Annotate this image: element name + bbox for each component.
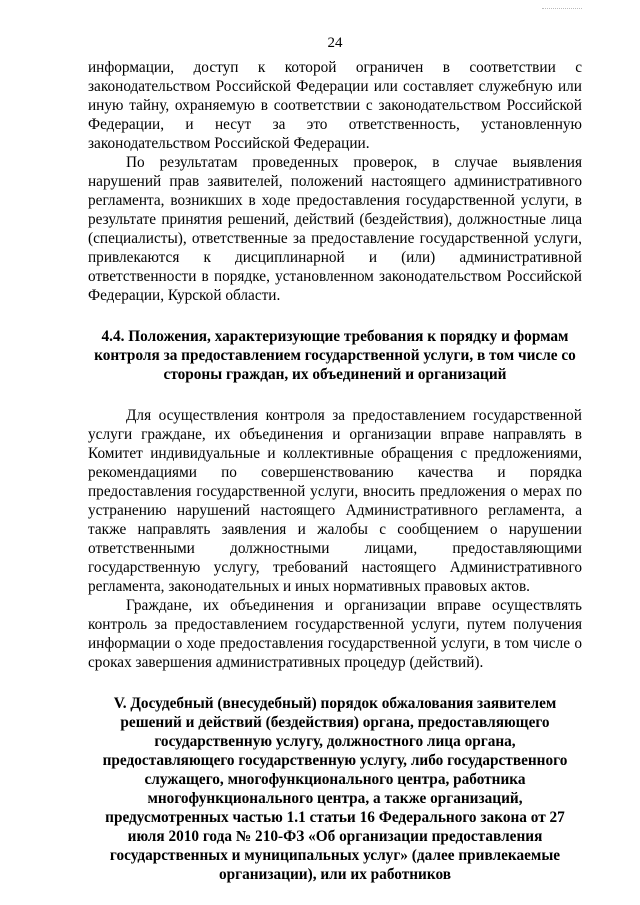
paragraph-violations-responsibility: По результатам проведенных проверок, в случае выявления нарушений прав заявителей, положений настоящего административного регламента, возникших в ходе предоставления государственной услуги, в результате принятия решений, действий (бездействия), должностные лица (специалисты), ответственные за предоставление государственной услуги, привлекаются к дисциплинарной и (или) административной ответственности в порядке, установленном законодательством Российской Федерации, Курской области. (88, 154, 582, 304)
page-number: 24 (327, 35, 343, 51)
paragraph-continuation: информации, доступ к которой ограничен в соответствии с законодательством Российской Федерации или составляет служебную или иную тайну, охраняемую в соответствии с законодательством Российской Федерации, и несут за это ответственность, установленную законодательством Российской Федерации. (88, 59, 582, 152)
paragraph-citizen-control: Для осуществления контроля за предоставлением государственной услуги граждане, их объединения и организации вправе направлять в Комитет индивидуальные и коллективные обращения с предложениями, рекомендациями по совершенствованию качества и порядка предоставления государственной услуги, вносить предложения о мерах по устранению нарушений настоящего Административного регламента, а также направлять заявления и жалобы с сообщением о нарушении ответственными должностными лицами, предоставляющими государственную услугу, требований настоящего Административного регламента, законодательных и иных нормативных правовых актов. (88, 407, 582, 595)
section-heading-4-4: 4.4. Положения, характеризующие требования к порядку и формам контроля за предоставлением государственной услуги, в том числе со стороны граждан, их объединений и организаций (94, 328, 576, 383)
section-heading-v: V. Досудебный (внесудебный) порядок обжалования заявителем решений и действий (бездействия) органа, предоставляющего государственную услугу, должностного лица органа, предоставляющего государственную услугу, либо государственного служащего, многофункционального центра, работника многофункционального центра, а также организаций, предусмотренных частью 1.1 статьи 16 Федерального закона от 27 июля 2010 года № 210-ФЗ «Об организации предоставления государственных и муниципальных услуг» (далее привлекаемые организации), или их работников (102, 695, 568, 883)
scan-mark (542, 8, 582, 10)
document-page (88, 34, 582, 884)
paragraph-citizen-information: Граждане, их объединения и организации вправе осуществлять контроль за предоставлением государственной услуги, путем получения информации о ходе предоставления государственной услуги, в том числе о сроках завершения административных процедур (действий). (88, 597, 582, 671)
